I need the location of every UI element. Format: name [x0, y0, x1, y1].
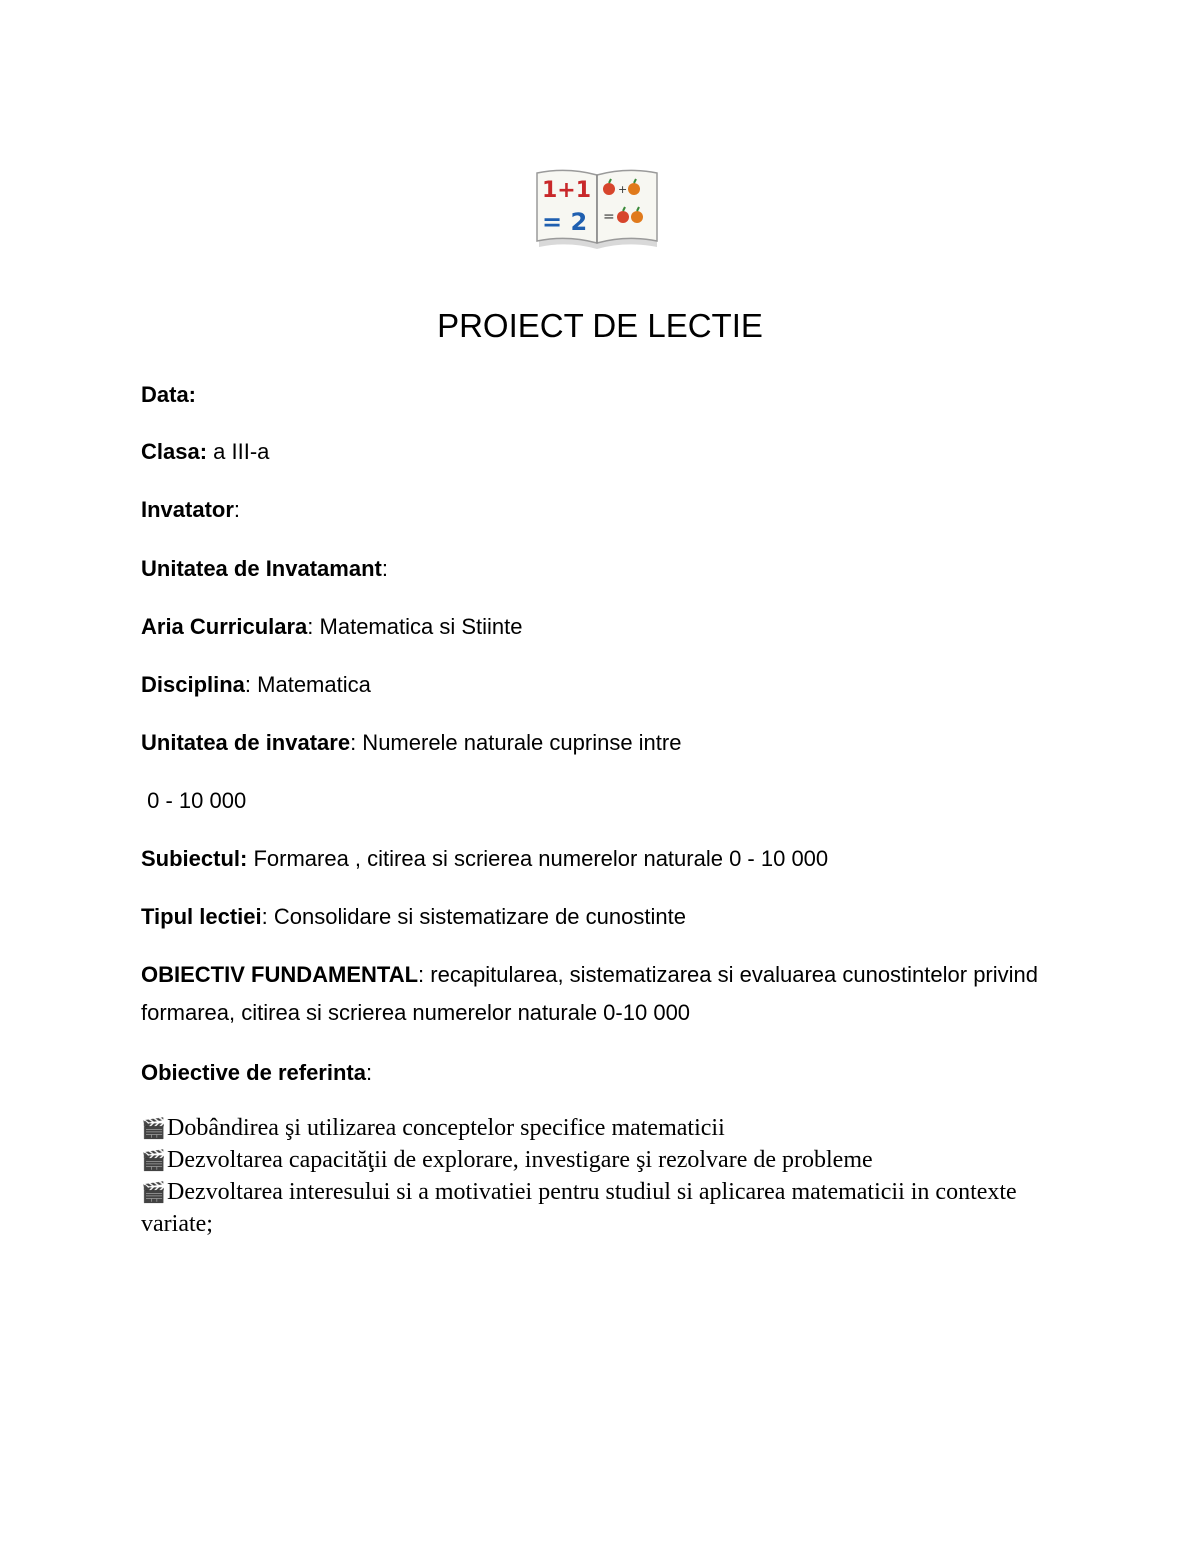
field-value: 0 - 10 000: [141, 788, 247, 813]
clapperboard-icon: 🎬: [141, 1116, 166, 1140]
field-value: : Matematica si Stiinte: [307, 614, 523, 639]
svg-text:1+1: 1+1: [542, 178, 592, 203]
field-label: OBIECTIV FUNDAMENTAL: [141, 962, 419, 987]
clapperboard-icon: 🎬: [141, 1180, 166, 1204]
field-clasa: [141, 438, 269, 466]
field-label: Disciplina: [141, 672, 245, 697]
field-label: Clasa:: [141, 439, 208, 464]
field-data: [141, 381, 196, 409]
math-book-logo: [533, 143, 663, 273]
field-disciplina: [141, 671, 371, 699]
svg-text:=: =: [603, 209, 615, 225]
field-label: Obiective de referinta: [141, 1060, 366, 1085]
clapperboard-icon: 🎬: [141, 1148, 166, 1172]
field-value: : Matematica: [244, 672, 371, 697]
objective-text: Dobândirea şi utilizarea conceptelor specifice matematicii: [167, 1115, 725, 1141]
field-unitatea-de-invatamant: [141, 555, 388, 583]
field-tipul-lectiei: [141, 903, 686, 931]
objectives-list: [141, 1112, 1061, 1240]
field-value: : recapitularea, sistematizarea si evaluarea cunostintelor privind formarea, citirea si scrierea numerelor naturale 0-10 000: [141, 962, 1039, 1025]
field-label: Invatator: [141, 497, 234, 522]
field-value: : Consolidare si sistematizare de cunostinte: [261, 904, 686, 929]
field-label: Aria Curriculara: [141, 614, 308, 639]
math-book-icon: [533, 143, 663, 273]
field-unitatea-de-invatare: [141, 729, 681, 757]
page-title: PROIECT DE LECTIE: [437, 307, 763, 344]
field-label: Subiectul:: [141, 846, 248, 871]
field-subiectul: [141, 845, 828, 873]
field-value: a III-a: [207, 439, 270, 464]
field-aria-curriculara: [141, 613, 522, 641]
list-item: [141, 1144, 1061, 1176]
field-obiective-de-referinta: [141, 1059, 372, 1087]
field-label: Data:: [141, 382, 197, 407]
objective-text: Dezvoltarea interesului si a motivatiei pentru studiul si aplicarea matematicii in contexte variate;: [141, 1179, 1017, 1237]
field-value: : Numerele naturale cuprinse intre: [350, 730, 682, 755]
field-label: Unitatea de Invatamant: [141, 556, 382, 581]
svg-text:= 2: = 2: [542, 208, 588, 236]
field-invatator: [141, 496, 240, 524]
field-value: :: [365, 1060, 373, 1085]
field-interval: [141, 787, 246, 815]
svg-text:+: +: [618, 183, 628, 196]
field-value: :: [381, 556, 388, 581]
field-obiectiv-fundamental: [141, 956, 1071, 1032]
field-value: :: [233, 497, 241, 522]
field-value: Formarea , citirea si scrierea numerelor naturale 0 - 10 000: [247, 846, 829, 871]
field-label: Tipul lectiei: [141, 904, 262, 929]
list-item: [141, 1112, 1061, 1144]
objective-text: Dezvoltarea capacităţii de explorare, investigare şi rezolvare de probleme: [167, 1147, 873, 1173]
list-item: [141, 1176, 1061, 1240]
field-label: Unitatea de invatare: [141, 730, 351, 755]
